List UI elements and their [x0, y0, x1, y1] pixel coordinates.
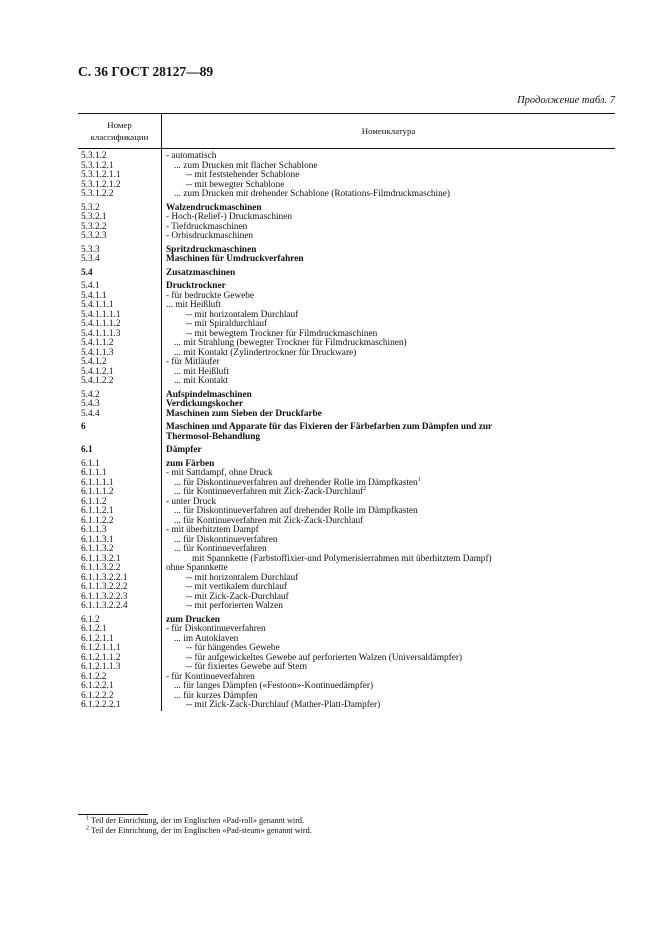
table-row: [78, 204, 615, 214]
nomenclature-text: Maschinen und Apparate für das Fixieren der Färbefarben zum Dämpfen und zur: [166, 422, 493, 432]
table-row: [78, 223, 615, 233]
nomenclature-text: -- mit horizontalem Durchlauf: [186, 572, 299, 583]
classification-code: 5.3.1.2.2: [78, 190, 162, 200]
classification-code: 6.1.1.3.2.2.1: [78, 574, 162, 584]
nomenclature-text: -- mit Spiraldurchlauf: [186, 319, 268, 329]
table-row: [78, 423, 615, 433]
nomenclature-text: zum Färben: [166, 458, 215, 469]
nomenclature-text: ... für Kontinueverfahren mit Zick-Zack-Durchlauf: [174, 515, 364, 526]
nomenclature-cell: [162, 377, 616, 387]
classification-code: 6.1.1.3: [78, 526, 162, 536]
column-header-code: Номер классификации: [78, 114, 162, 149]
table-row: [78, 517, 615, 527]
footnote-ref: 1: [417, 476, 421, 483]
table-row: [78, 583, 615, 593]
classification-code: 6.1.1.3.2.2.2: [78, 583, 162, 593]
table-row: [78, 574, 615, 584]
nomenclature-text: -- mit perforierten Walzen: [186, 601, 283, 611]
nomenclature-cell: [162, 358, 616, 368]
table-row: [78, 654, 615, 664]
classification-code: 6.1.2.1.1.3: [78, 663, 162, 673]
classification-code: 5.4.1.1.1.2: [78, 320, 162, 330]
table-row: [78, 410, 615, 420]
nomenclature-text: Dämpfer: [166, 445, 202, 455]
nomenclature-cell: [162, 349, 616, 359]
table-row: [78, 391, 615, 401]
classification-code: 6.1.1.1.1: [78, 479, 162, 489]
table-row: [78, 460, 615, 470]
table-row: [78, 162, 615, 172]
nomenclature-text: - für Diskontinueverfahren: [166, 624, 266, 634]
nomenclature-text: - automatisch: [166, 151, 217, 161]
nomenclature-text: Verdickungskocher: [166, 399, 244, 409]
classification-code: 6.1.1.3.2.2.3: [78, 593, 162, 603]
table-row: [78, 269, 615, 279]
nomenclature-text: - Hoch-(Relief-) Druckmaschinen: [166, 212, 292, 222]
table-row: [78, 526, 615, 536]
classification-code: 6.1.1: [78, 460, 162, 470]
footnote-1: $^1$ Teil der Einrichtung, der im Englischen «Pad-roll» genannt wird.: [86, 815, 305, 825]
nomenclature-text: -- mit Zick-Zack-Durchlauf (Mather-Platt-Dampfer): [186, 700, 381, 710]
classification-code: 6.1.2.2.2.1: [78, 701, 162, 711]
footnote-ref: 2: [363, 485, 367, 492]
nomenclature-text: Aufspindelmaschinen: [166, 389, 252, 400]
nomenclature-text: -- mit horizontalem Durchlauf: [186, 309, 299, 320]
nomenclature-cell: [162, 255, 616, 265]
classification-code: 5.3.4: [78, 255, 162, 265]
nomenclature-text: Walzendruckmaschinen: [166, 202, 262, 213]
table-row: [78, 616, 615, 626]
nomenclature-cell: [162, 149, 616, 162]
nomenclature-cell: [162, 410, 616, 420]
classification-code: 5.3.2.2: [78, 223, 162, 233]
table-row: [78, 232, 615, 242]
classification-code: 5.3.2.3: [78, 232, 162, 242]
classification-code: 6.1.2.1: [78, 625, 162, 635]
column-header-name: Номенклатура: [162, 114, 616, 149]
nomenclature-text: Zusatzmaschinen: [166, 267, 236, 278]
classification-code: 6.1.1.2.1: [78, 507, 162, 517]
nomenclature-text: ... im Autoklaven: [174, 633, 239, 644]
table-row: [78, 255, 615, 265]
table-row: [78, 171, 615, 181]
nomenclature-text: Maschinen zum Sieben der Druckfarbe: [166, 408, 322, 419]
table-row: [78, 377, 615, 387]
nomenclature-text: ... für Kontinueverfahren: [174, 544, 267, 554]
nomenclature-text: Spritzdruckmaschinen: [166, 244, 257, 255]
classification-code: 5.3.1.2.1.2: [78, 181, 162, 191]
nomenclature-text: -- mit bewegtem Trockner für Filmdruckmaschinen: [186, 328, 378, 339]
footnote-2: $^2$ Teil der Einrichtung, der im Englischen «Pad-steam» genannt wird.: [86, 825, 312, 835]
nomenclature-cell: [162, 190, 616, 200]
classification-code: 6.1.2.1.1.1: [78, 644, 162, 654]
classification-code: 6.1.1.3.2.2: [78, 564, 162, 574]
table-row: [78, 555, 615, 565]
classification-code: 6.1.2.2: [78, 673, 162, 683]
nomenclature-text: Maschinen für Umdruckverfahren: [166, 254, 304, 264]
nomenclature-cell: [162, 368, 616, 378]
nomenclature-text: - für Mitläufer: [166, 357, 220, 367]
nomenclature-text: ... zum Drucken mit drehender Schablone (Rotations-Filmdruckmaschine): [174, 189, 450, 199]
nomenclature-text: -- für aufgewickeltes Gewebe auf perforierten Walzen (Universaldämpfer): [186, 652, 463, 663]
nomenclature-text: - unter Druck: [166, 496, 217, 507]
classification-code: 5.4.3: [78, 400, 162, 410]
nomenclature-text: -- mit feststehender Schablone: [186, 170, 300, 180]
classification-code: 6.1.1.1: [78, 469, 162, 479]
nomenclature-text: ... mit Heißluft: [166, 300, 222, 310]
nomenclature-cell: [162, 446, 616, 456]
classification-code: 6: [78, 423, 162, 433]
nomenclature-text: ... für langes Dämpfen («Festoon»-Kontinuedämpfer): [174, 681, 374, 691]
nomenclature-cell: [162, 292, 616, 302]
table-row: [78, 536, 615, 546]
classification-code: 6.1.1.3.2.2.4: [78, 602, 162, 612]
nomenclature-text: - mit Sattdampf, ohne Druck: [166, 468, 273, 478]
table-row: [78, 564, 615, 574]
table-header-row: [78, 114, 615, 149]
table-continuation-label: Продолжение табл. 7: [517, 95, 615, 106]
nomenclature-cell: [162, 701, 616, 711]
nomenclature-text: - für bedruckte Gewebe: [166, 290, 255, 301]
classification-code: 5.3.1.2: [78, 149, 162, 162]
table-row: [78, 246, 615, 256]
classification-code: 5.4.1.1.3: [78, 349, 162, 359]
nomenclature-text: ... zum Drucken mit flacher Schablone: [174, 160, 318, 171]
nomenclature-cell: [162, 433, 616, 443]
classification-code: 5.4.2: [78, 391, 162, 401]
nomenclature-text: ... für Diskontinueverfahren auf drehender Rolle im Dämpfkasten: [174, 477, 418, 488]
nomenclature-text: ... für Kontinueverfahren mit Zick-Zack-Durchlauf: [174, 487, 364, 497]
classification-code: 6.1: [78, 446, 162, 456]
table-row: [78, 625, 615, 635]
classification-code: 5.4.1.1.1.1: [78, 311, 162, 321]
table-row: [78, 282, 615, 292]
table-row: [78, 446, 615, 456]
nomenclature-text: ohne Spannkette: [166, 563, 228, 573]
nomenclature-cell: [162, 269, 616, 279]
table-row: [78, 701, 615, 711]
classification-table: [78, 113, 615, 711]
classification-code: 5.4.1.2.2: [78, 377, 162, 387]
table-row: [78, 213, 615, 223]
classification-code: 6.1.1.1.2: [78, 488, 162, 498]
classification-code: 6.1.2.1.1.2: [78, 654, 162, 664]
table-row: [78, 663, 615, 673]
classification-code: 5.4.1.1.1: [78, 301, 162, 311]
nomenclature-text: -- mit bewegter Schablone: [186, 179, 285, 190]
table-row: [78, 292, 615, 302]
nomenclature-text: zum Drucken: [166, 614, 220, 625]
table-row: [78, 358, 615, 368]
nomenclature-cell: [162, 232, 616, 242]
table-row: [78, 349, 615, 359]
classification-code: 5.4.1.1.2: [78, 339, 162, 349]
nomenclature-text: ... mit Heißluft: [174, 366, 230, 377]
nomenclature-text: -- für fixiertes Gewebe auf Stern: [186, 662, 308, 672]
table-row: [78, 488, 615, 498]
classification-code: 5.4.1.1: [78, 292, 162, 302]
classification-code: 6.1.2.2.1: [78, 682, 162, 692]
classification-code: 6.1.1.2: [78, 498, 162, 508]
nomenclature-text: Drucktrockner: [166, 281, 226, 291]
nomenclature-cell: [162, 485, 616, 498]
nomenclature-text: -- mit vertikalem durchlauf: [186, 582, 287, 592]
nomenclature-text: - Tiefdruckmaschinen: [166, 221, 248, 232]
nomenclature-text: ... für kurzes Dämpfen: [174, 690, 258, 701]
classification-code: 6.1.1.3.2: [78, 545, 162, 555]
nomenclature-text: - mit überhitztem Dampf: [166, 525, 259, 535]
table-row: [78, 602, 615, 612]
classification-code: 6.1.1.3.1: [78, 536, 162, 546]
nomenclature-text: Thermosol-Behandlung: [166, 431, 261, 442]
table-row: [78, 368, 615, 378]
classification-code: 5.3.3: [78, 246, 162, 256]
classification-code: 6.1.2.2.2: [78, 692, 162, 702]
table-body: [78, 149, 615, 711]
classification-code: 6.1.2.1.1: [78, 635, 162, 645]
nomenclature-text: ... mit Kontakt: [174, 376, 228, 386]
classification-code: 6.1.1.3.2.1: [78, 555, 162, 565]
table-row: [78, 433, 615, 443]
table-row: [78, 311, 615, 321]
nomenclature-text: ... mit Strahlung (bewegter Trockner für Filmdruckmaschinen): [174, 338, 407, 348]
classification-code: 5.3.2: [78, 204, 162, 214]
nomenclature-text: ... für Diskontinueverfahren auf drehender Rolle im Dämpfkasten: [174, 506, 418, 516]
classification-code: 6.1.1.2.2: [78, 517, 162, 527]
table-row: [78, 301, 615, 311]
classification-code: 5.4.1: [78, 282, 162, 292]
classification-code: 5.3.1.2.1: [78, 162, 162, 172]
classification-code: [78, 433, 162, 443]
classification-code: 5.4.1.1.1.3: [78, 330, 162, 340]
nomenclature-text: ... mit Kontakt (Zylindertrockner für Druckware): [174, 347, 357, 358]
nomenclature-text: -- mit Zick-Zack-Durchlauf: [186, 591, 289, 602]
nomenclature-text: -- für hängendes Gewebe: [186, 643, 280, 653]
nomenclature-text: ... für Diskontinueverfahren: [174, 534, 278, 545]
table-row: [78, 593, 615, 603]
classification-code: 5.4.1.2.1: [78, 368, 162, 378]
table-row: [78, 149, 615, 162]
classification-code: 5.3.1.2.1.1: [78, 171, 162, 181]
table-row: [78, 635, 615, 645]
table-row: [78, 682, 615, 692]
nomenclature-cell: [162, 602, 616, 612]
table-row: [78, 400, 615, 410]
nomenclature-text: - Orbisdruckmaschinen: [166, 231, 254, 241]
page-header: С. 36 ГОСТ 28127—89: [78, 64, 214, 79]
classification-code: 5.4: [78, 269, 162, 279]
classification-code: 5.4.4: [78, 410, 162, 420]
nomenclature-text: mit Spannkette (Farbstoffixier-und Polymerisierrahmen mit überhitztem Dampf): [192, 553, 492, 564]
table-row: [78, 190, 615, 200]
classification-code: 5.3.2.1: [78, 213, 162, 223]
classification-code: 5.4.1.2: [78, 358, 162, 368]
classification-code: 6.1.2: [78, 616, 162, 626]
nomenclature-text: - für Kontinueverfahren: [166, 671, 255, 682]
nomenclature-cell: [162, 555, 616, 565]
